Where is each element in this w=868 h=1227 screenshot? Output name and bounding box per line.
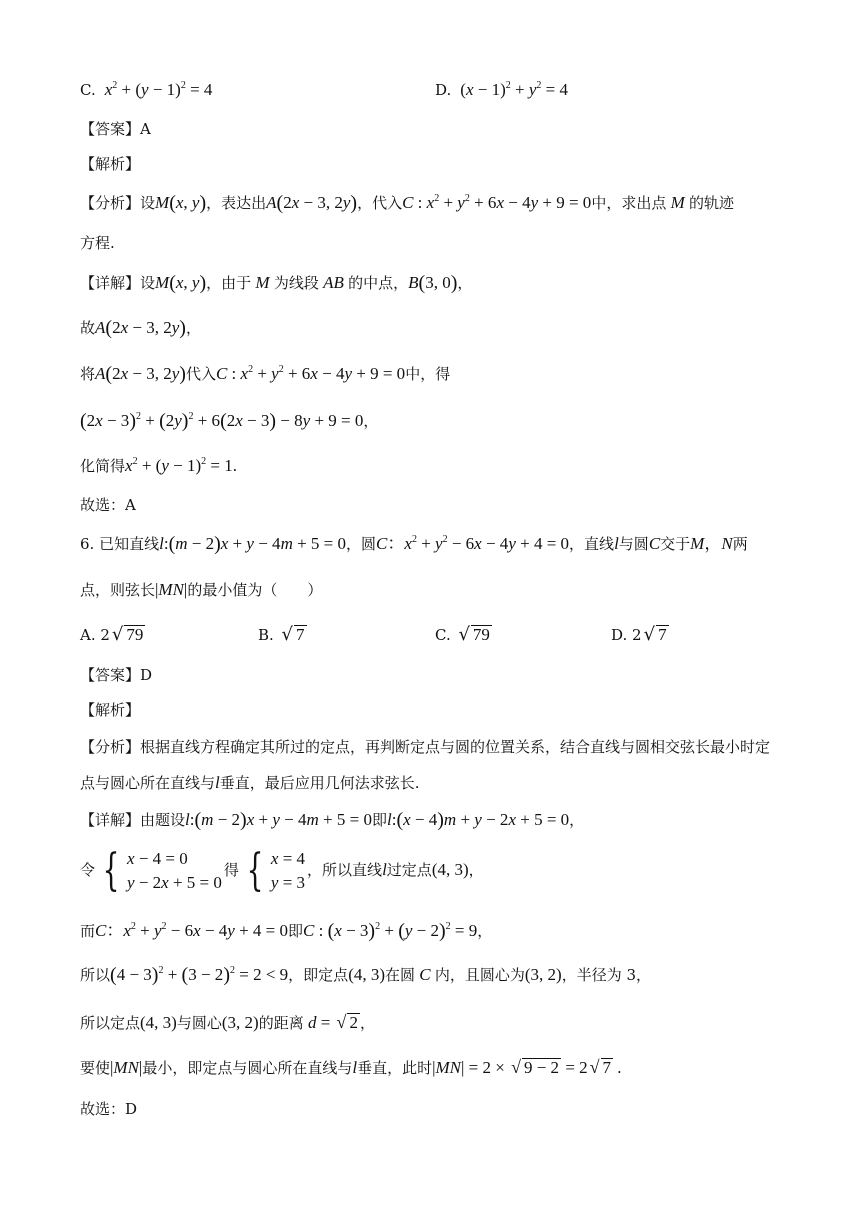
- q5-gu: 故A(2x − 3, 2y)，: [80, 317, 201, 339]
- q5-jiang: 将A(2x − 3, 2y)代入C : $x^2 + y^2 + 6x - 4y + 9 = 0$中，得: [80, 363, 451, 385]
- q5-answer: 【答案】A: [80, 120, 151, 138]
- option-d-equation: $(x - 1)^2 + y^2 = 4$: [456, 80, 568, 99]
- q5-huajian: 化简得$x^2 + (y - 1)^2 = 1$.: [80, 456, 237, 475]
- q6-option-c[interactable]: C. √ 79: [435, 624, 490, 645]
- q6-answer: 【答案】D: [80, 666, 153, 684]
- q5-guxuan: 故选：A: [80, 496, 136, 514]
- q6-yaoshi: 要使|MN|最小，即定点与圆心所在直线与l垂直，此时|MN| = 2 × √ 9 − 2 = 2 √ 7 .: [80, 1057, 622, 1077]
- q5-expand: $(2x - 3)^2 + (2y)^2 + 6(2x - 3) - 8y + 9 = 0$，: [80, 410, 379, 432]
- q6-er: 而C：$x^2 + y^2 - 6x - 4y + 4 = 0$即C : $(x - 3)^2 + (y - 2)^2 = 9$，: [80, 920, 493, 942]
- q6-xiangjie: 【详解】由题设l:(m − 2)x + y − 4m + 5 = 0即l:(x − 4)m + y − 2x + 5 = 0，: [80, 809, 585, 831]
- q6-suoyi1: 所以$(4 - 3)^2 + (3 - 2)^2 = 2 < 9$，即定点(4, 3)在圆 C 内，且圆心为(3, 2)，半径为 3，: [80, 964, 652, 986]
- option-c-equation: $x^2 + (y - 1)^2 = 4$: [104, 80, 213, 99]
- q6-option-a[interactable]: A. 2 √ 79: [80, 624, 144, 645]
- option-c: C. $x^2 + (y - 1)^2 = 4$: [80, 80, 213, 99]
- q6-guxuan: 故选：D: [80, 1100, 138, 1118]
- q6-fenxi: 【分析】根据直线方程确定其所过的定点，再判断定点与圆的位置关系，结合直线与圆相交弦长最小时定: [80, 738, 771, 756]
- q6-fenxi-line2: 点与圆心所在直线与l垂直，最后应用几何法求弦长.: [80, 773, 420, 792]
- q6-stem: 6. 已知直线l:(m − 2)x + y − 4m + 5 = 0，圆C：$x^2 + y^2 - 6x - 4y + 4 = 0$，直线l与圆C交于M，N两: [80, 533, 748, 555]
- q6-option-d[interactable]: D. 2 √ 7: [611, 624, 667, 645]
- q5-fenxi: 【分析】设M(x, y)，表达出A(2x − 3, 2y)，代入C : $x^2 + y^2 + 6x - 4y + 9 = 0$中，求出点 M 的轨迹: [80, 192, 735, 214]
- q6-stem-line2: 点，则弦长|MN|的最小值为（ ）: [80, 580, 323, 599]
- q5-xiangjie: 【详解】设M(x, y)，由于 M 为线段 AB 的中点，B(3, 0)，: [80, 272, 473, 294]
- q6-suoyi2: 所以定点(4, 3)与圆心(3, 2)的距离 d = √ 2 ，: [80, 1012, 375, 1032]
- option-d: D. $(x - 1)^2 + y^2 = 4$: [435, 80, 568, 99]
- q5-fenxi-line2: 方程.: [80, 234, 115, 252]
- q5-jiexi: 【解析】: [80, 155, 141, 173]
- q6-option-b[interactable]: B. √ 7: [258, 624, 305, 645]
- q6-ling: 令 { x − 4 = 0 y − 2x + 5 = 0 得 { x = 4 y = 3 ，所以直线l过定点(4, 3)，: [80, 845, 484, 896]
- q6-jiexi: 【解析】: [80, 701, 141, 719]
